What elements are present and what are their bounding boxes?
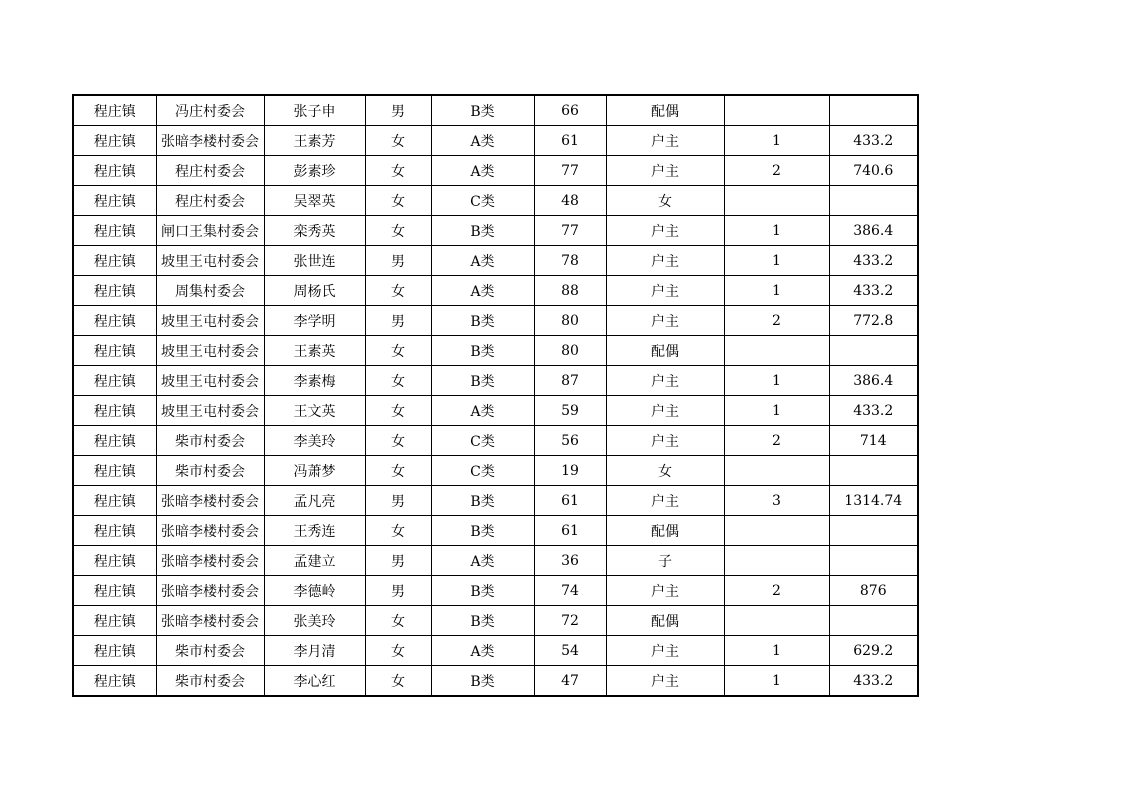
village-cell: 坡里王屯村委会 [156, 306, 264, 336]
name-cell: 吴翠英 [264, 186, 365, 216]
village-cell: 张暗李楼村委会 [156, 486, 264, 516]
gender-cell: 男 [365, 246, 431, 276]
gender-cell: 女 [365, 396, 431, 426]
gender-cell: 女 [365, 126, 431, 156]
table-row [73, 366, 918, 396]
table-body [73, 95, 918, 696]
gender-cell: 女 [365, 336, 431, 366]
category-cell: C类 [431, 186, 534, 216]
household-count-cell: 1 [724, 216, 829, 246]
household-count-cell [724, 456, 829, 486]
town-cell: 程庄镇 [73, 456, 156, 486]
table-row [73, 246, 918, 276]
table-row [73, 336, 918, 366]
age-cell: 66 [534, 95, 606, 126]
relation-cell: 户主 [606, 276, 724, 306]
gender-cell: 男 [365, 486, 431, 516]
amount-cell: 386.4 [829, 216, 918, 246]
data-table [72, 94, 919, 697]
table-row [73, 126, 918, 156]
amount-cell: 433.2 [829, 276, 918, 306]
name-cell: 李学明 [264, 306, 365, 336]
relation-cell: 户主 [606, 666, 724, 697]
table-row [73, 276, 918, 306]
gender-cell: 女 [365, 666, 431, 697]
age-cell: 61 [534, 516, 606, 546]
amount-cell: 1314.74 [829, 486, 918, 516]
relation-cell: 户主 [606, 396, 724, 426]
category-cell: C类 [431, 426, 534, 456]
relation-cell: 户主 [606, 156, 724, 186]
town-cell: 程庄镇 [73, 216, 156, 246]
gender-cell: 男 [365, 306, 431, 336]
relation-cell: 户主 [606, 636, 724, 666]
amount-cell [829, 546, 918, 576]
table-row [73, 516, 918, 546]
village-cell: 柴市村委会 [156, 636, 264, 666]
relation-cell: 户主 [606, 486, 724, 516]
amount-cell: 629.2 [829, 636, 918, 666]
town-cell: 程庄镇 [73, 95, 156, 126]
age-cell: 54 [534, 636, 606, 666]
amount-cell [829, 95, 918, 126]
age-cell: 19 [534, 456, 606, 486]
table-row [73, 95, 918, 126]
village-cell: 张暗李楼村委会 [156, 126, 264, 156]
town-cell: 程庄镇 [73, 546, 156, 576]
relation-cell: 配偶 [606, 336, 724, 366]
town-cell: 程庄镇 [73, 606, 156, 636]
table-row [73, 216, 918, 246]
relation-cell: 户主 [606, 126, 724, 156]
name-cell: 孟凡亮 [264, 486, 365, 516]
village-cell: 柴市村委会 [156, 456, 264, 486]
household-count-cell: 1 [724, 246, 829, 276]
gender-cell: 女 [365, 426, 431, 456]
town-cell: 程庄镇 [73, 336, 156, 366]
age-cell: 77 [534, 156, 606, 186]
table-row [73, 156, 918, 186]
gender-cell: 女 [365, 606, 431, 636]
table-row [73, 576, 918, 606]
household-count-cell [724, 606, 829, 636]
town-cell: 程庄镇 [73, 126, 156, 156]
amount-cell: 433.2 [829, 666, 918, 697]
household-count-cell [724, 95, 829, 126]
relation-cell: 户主 [606, 366, 724, 396]
age-cell: 48 [534, 186, 606, 216]
household-count-cell [724, 336, 829, 366]
household-count-cell: 2 [724, 156, 829, 186]
household-count-cell: 1 [724, 396, 829, 426]
amount-cell: 433.2 [829, 396, 918, 426]
table-row [73, 306, 918, 336]
household-count-cell: 1 [724, 366, 829, 396]
category-cell: A类 [431, 126, 534, 156]
household-count-cell: 3 [724, 486, 829, 516]
town-cell: 程庄镇 [73, 516, 156, 546]
name-cell: 王素芳 [264, 126, 365, 156]
age-cell: 80 [534, 306, 606, 336]
category-cell: A类 [431, 246, 534, 276]
village-cell: 坡里王屯村委会 [156, 366, 264, 396]
age-cell: 47 [534, 666, 606, 697]
gender-cell: 男 [365, 546, 431, 576]
category-cell: A类 [431, 636, 534, 666]
household-count-cell: 1 [724, 666, 829, 697]
name-cell: 冯萧梦 [264, 456, 365, 486]
name-cell: 李素梅 [264, 366, 365, 396]
category-cell: A类 [431, 156, 534, 186]
category-cell: B类 [431, 666, 534, 697]
village-cell: 坡里王屯村委会 [156, 336, 264, 366]
village-cell: 张暗李楼村委会 [156, 546, 264, 576]
name-cell: 李德岭 [264, 576, 365, 606]
name-cell: 彭素珍 [264, 156, 365, 186]
relation-cell: 配偶 [606, 95, 724, 126]
age-cell: 59 [534, 396, 606, 426]
gender-cell: 女 [365, 636, 431, 666]
household-count-cell: 1 [724, 636, 829, 666]
category-cell: B类 [431, 95, 534, 126]
age-cell: 61 [534, 486, 606, 516]
category-cell: C类 [431, 456, 534, 486]
table-row [73, 606, 918, 636]
village-cell: 闸口王集村委会 [156, 216, 264, 246]
table-row [73, 426, 918, 456]
gender-cell: 女 [365, 276, 431, 306]
table-row [73, 636, 918, 666]
category-cell: B类 [431, 366, 534, 396]
age-cell: 74 [534, 576, 606, 606]
village-cell: 程庄村委会 [156, 186, 264, 216]
name-cell: 张子申 [264, 95, 365, 126]
household-count-cell: 2 [724, 426, 829, 456]
category-cell: B类 [431, 516, 534, 546]
amount-cell [829, 606, 918, 636]
town-cell: 程庄镇 [73, 396, 156, 426]
category-cell: A类 [431, 546, 534, 576]
household-count-cell [724, 186, 829, 216]
town-cell: 程庄镇 [73, 156, 156, 186]
village-cell: 程庄村委会 [156, 156, 264, 186]
table-row [73, 456, 918, 486]
category-cell: B类 [431, 216, 534, 246]
name-cell: 王素英 [264, 336, 365, 366]
relation-cell: 户主 [606, 576, 724, 606]
table-row [73, 546, 918, 576]
gender-cell: 女 [365, 366, 431, 396]
town-cell: 程庄镇 [73, 576, 156, 606]
age-cell: 78 [534, 246, 606, 276]
town-cell: 程庄镇 [73, 666, 156, 697]
relation-cell: 配偶 [606, 606, 724, 636]
name-cell: 张世连 [264, 246, 365, 276]
relation-cell: 户主 [606, 306, 724, 336]
table-row [73, 666, 918, 697]
household-count-cell: 1 [724, 276, 829, 306]
village-cell: 坡里王屯村委会 [156, 246, 264, 276]
town-cell: 程庄镇 [73, 246, 156, 276]
table-row [73, 486, 918, 516]
age-cell: 80 [534, 336, 606, 366]
table-row [73, 396, 918, 426]
town-cell: 程庄镇 [73, 426, 156, 456]
relation-cell: 女 [606, 186, 724, 216]
village-cell: 柴市村委会 [156, 426, 264, 456]
household-count-cell: 2 [724, 576, 829, 606]
category-cell: A类 [431, 396, 534, 426]
name-cell: 李美玲 [264, 426, 365, 456]
gender-cell: 女 [365, 516, 431, 546]
town-cell: 程庄镇 [73, 636, 156, 666]
household-count-cell: 2 [724, 306, 829, 336]
gender-cell: 男 [365, 576, 431, 606]
town-cell: 程庄镇 [73, 306, 156, 336]
age-cell: 56 [534, 426, 606, 456]
name-cell: 张美玲 [264, 606, 365, 636]
household-count-cell [724, 516, 829, 546]
relation-cell: 女 [606, 456, 724, 486]
gender-cell: 女 [365, 216, 431, 246]
category-cell: B类 [431, 306, 534, 336]
village-cell: 柴市村委会 [156, 666, 264, 697]
amount-cell: 876 [829, 576, 918, 606]
relation-cell: 户主 [606, 246, 724, 276]
amount-cell: 772.8 [829, 306, 918, 336]
household-count-cell [724, 546, 829, 576]
amount-cell: 433.2 [829, 246, 918, 276]
village-cell: 张暗李楼村委会 [156, 576, 264, 606]
amount-cell [829, 456, 918, 486]
category-cell: B类 [431, 336, 534, 366]
relation-cell: 户主 [606, 216, 724, 246]
age-cell: 36 [534, 546, 606, 576]
age-cell: 61 [534, 126, 606, 156]
category-cell: B类 [431, 576, 534, 606]
name-cell: 王秀连 [264, 516, 365, 546]
village-cell: 张暗李楼村委会 [156, 606, 264, 636]
name-cell: 李月清 [264, 636, 365, 666]
gender-cell: 男 [365, 95, 431, 126]
category-cell: B类 [431, 606, 534, 636]
village-cell: 周集村委会 [156, 276, 264, 306]
age-cell: 87 [534, 366, 606, 396]
age-cell: 72 [534, 606, 606, 636]
village-cell: 张暗李楼村委会 [156, 516, 264, 546]
category-cell: B类 [431, 486, 534, 516]
gender-cell: 女 [365, 156, 431, 186]
town-cell: 程庄镇 [73, 486, 156, 516]
village-cell: 坡里王屯村委会 [156, 396, 264, 426]
amount-cell [829, 336, 918, 366]
amount-cell [829, 516, 918, 546]
name-cell: 栾秀英 [264, 216, 365, 246]
village-cell: 冯庄村委会 [156, 95, 264, 126]
amount-cell: 386.4 [829, 366, 918, 396]
gender-cell: 女 [365, 186, 431, 216]
gender-cell: 女 [365, 456, 431, 486]
amount-cell: 740.6 [829, 156, 918, 186]
relation-cell: 配偶 [606, 516, 724, 546]
table-row [73, 186, 918, 216]
relation-cell: 户主 [606, 426, 724, 456]
household-count-cell: 1 [724, 126, 829, 156]
age-cell: 77 [534, 216, 606, 246]
name-cell: 周杨氏 [264, 276, 365, 306]
amount-cell: 714 [829, 426, 918, 456]
age-cell: 88 [534, 276, 606, 306]
amount-cell: 433.2 [829, 126, 918, 156]
name-cell: 李心红 [264, 666, 365, 697]
name-cell: 孟建立 [264, 546, 365, 576]
amount-cell [829, 186, 918, 216]
town-cell: 程庄镇 [73, 186, 156, 216]
category-cell: A类 [431, 276, 534, 306]
town-cell: 程庄镇 [73, 366, 156, 396]
town-cell: 程庄镇 [73, 276, 156, 306]
relation-cell: 子 [606, 546, 724, 576]
name-cell: 王文英 [264, 396, 365, 426]
